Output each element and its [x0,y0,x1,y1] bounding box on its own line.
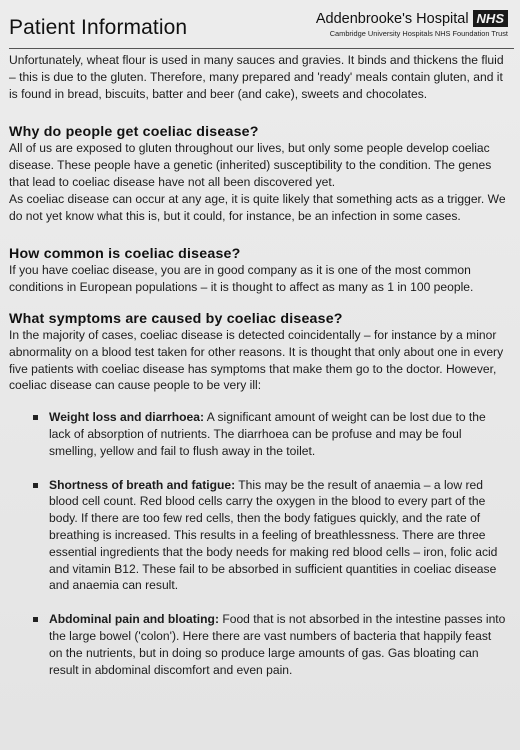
bullet-icon [33,415,38,420]
symptom-label: Abdominal pain and bloating: [49,612,219,627]
symptom-text: This may be the result of anaemia – a low red blood cell count. Red blood cells carry the oxygen in the blood to every part of the body. If there are too few red cells, then the body fatigues quickly, and the rate of breathing is increased. This results in a feeling of breathlessness. There are three essential ingredients that the body needs for making red blood cells – iron, folic acid and vitamin B12. These fail to be absorbed in sufficient quantities in coeliac disease and anaemia can result. [49,477,498,593]
symptom-item-abdominal-pain [9,611,508,678]
why-paragraph-2: As coeliac disease can occur at any age, it is quite likely that something acts as a trigger. We do not yet know what this is, but it could, for instance, be an infection in some cases. [9,191,506,223]
bullet-icon [33,617,38,622]
symptom-text: Food that is not absorbed in the intestine passes into the large bowel ('colon'). Here there are vast numbers of bacteria that happily feast on the nutrients, but in doing so produce large amounts of gas. Gas bloating can result in abdominal discomfort and even pain. [49,612,506,677]
symptom-text: A significant amount of weight can be lost due to the lack of absorption of nutrients. The diarrhoea can be profuse and may be foul smelling, yellow and fail to flush away in the toilet. [49,410,486,458]
page-title: Patient Information [9,16,188,39]
symptom-item-weight-loss [9,409,508,459]
page-header [9,0,508,52]
heading-how-common: How common is coeliac disease? [9,246,241,263]
hospital-branding [316,10,508,38]
hospital-name: Addenbrooke's Hospital [315,10,469,27]
intro-paragraph: Unfortunately, wheat flour is used in many sauces and gravies. It binds and thickens the fluid – this is due to the gluten. Therefore, many prepared and 'ready' meals contain gluten, and it is found in bread, biscuits, batter and beer (and cake), sweets and chocolates. [9,53,504,101]
why-paragraph-1: All of us are exposed to gluten throughout our lives, but only some people develop coeliac disease. These people have a genetic (inherited) susceptibility to the condition. The genes that lead to coeliac disease have not all been discovered yet. [9,141,492,189]
heading-why: Why do people get coeliac disease? [9,124,259,141]
nhs-logo: NHS [473,10,508,27]
bullet-icon [33,483,38,488]
symptom-item-breathlessness [9,477,508,595]
trust-name: Cambridge University Hospitals NHS Foundation Trust [329,29,508,38]
header-divider [9,48,514,49]
heading-symptoms: What symptoms are caused by coeliac disease? [9,310,343,327]
how-common-paragraph: If you have coeliac disease, you are in good company as it is one of the most common conditions in European populations – it is thought to affect as many as 1 in 100 people. [9,263,474,295]
symptom-label: Weight loss and diarrhoea: [49,410,205,425]
symptom-list [9,409,508,678]
symptoms-paragraph: In the majority of cases, coeliac disease is detected coincidentally – for instance by a minor abnormality on a blood test taken for other reasons. It is thought that only about one in every five patients with coeliac disease has symptoms that make them go to the doctor. However, coeliac disease can cause people to be very ill: [9,327,504,393]
symptom-label: Shortness of breath and fatigue: [49,477,236,492]
